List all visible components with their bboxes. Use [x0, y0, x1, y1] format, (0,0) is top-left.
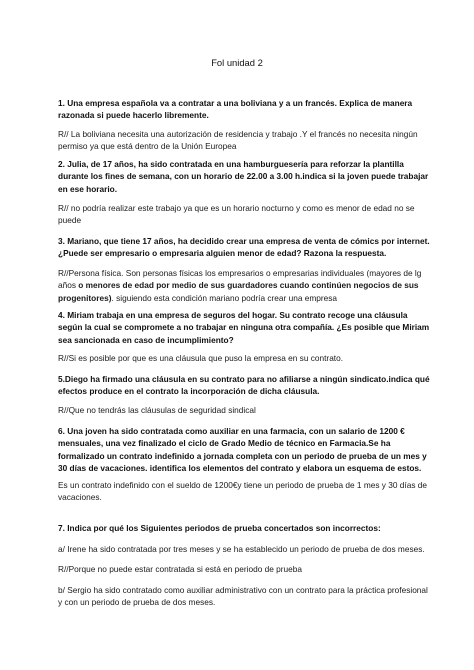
question-paragraph [58, 97, 420, 122]
text-line: Es un contrato indefinido con el sueldo de 1200€y tiene un periodo de prueba de 1 mes y 30 días de [58, 480, 428, 490]
answer-paragraph [58, 404, 420, 416]
text-line: 1. Una empresa española va a contratar a una boliviana y a un francés. Explica de manera [58, 98, 413, 108]
answer-paragraph [58, 128, 420, 153]
answer-paragraph [58, 267, 420, 304]
document-title: Fol unidad 2 [211, 57, 263, 68]
text-line: durante los fines de semana, con un horario de 22.00 a 3.00 h.indica si la joven puede trabajar [58, 171, 429, 182]
text-line: 3. Mariano, que tiene 17 años, ha decidido crear una empresa de venta de cómics por internet. [58, 236, 430, 246]
text-line: a/ Irene ha sido contratada por tres meses y se ha establecido un periodo de prueba de dos meses. [58, 544, 425, 554]
question-paragraph [58, 158, 429, 195]
text-line: años o menores de edad por medio de sus guardadores cuando continúen negocios de sus [58, 280, 419, 291]
text-line: permiso ya que está dentro de la Unión Europea [58, 141, 237, 152]
text-line: progenitores). siguiendo esta condición mariano podría crear una empresa [58, 292, 338, 303]
text-line: en ese horario. [58, 183, 118, 194]
answer-paragraph [58, 352, 420, 364]
text-line: 30 días de vacaciones. identifica los elementos del contrato y elabora un esquema de estos. [58, 462, 422, 473]
text-line: y con un periodo de prueba de dos meses. [58, 597, 216, 608]
text-line: R//Si es posible por que es una cláusula que puso la empresa en su contrato. [58, 353, 344, 363]
text-line: vacaciones. [58, 492, 102, 503]
question-paragraph [58, 425, 427, 474]
text-line: razonada si puede hacerlo libremente. [58, 110, 209, 121]
text-line: 2. Julia, de 17 años, ha sido contratada en una hamburguesería para reforzar la plantilla [58, 159, 404, 169]
question-paragraph [58, 309, 430, 346]
text-line: 7. Indica por qué los Siguientes periodos de prueba concertados son incorrectos: [58, 523, 381, 533]
text-line: R//Persona física. Son personas físicas los empresarios o empresarias individuales (mayores de lg [58, 268, 422, 278]
answer-paragraph [58, 584, 428, 609]
question-paragraph [58, 373, 430, 398]
text-line: sea sancionada en caso de incumplimiento? [58, 334, 234, 345]
text-line: ¿Puede ser empresario o empresaria alguien menor de edad? Razona la respuesta. [58, 248, 387, 259]
text-line: formalizado un contrato indefinido a jornada completa con un periodo de prueba de un mes y [58, 450, 427, 461]
text-line: b/ Sergio ha sido contratado como auxiliar administrativo con un contrato para la práctica profesional [58, 585, 428, 595]
answer-paragraph [58, 563, 420, 575]
answer-paragraph [58, 543, 425, 555]
text-line: R//Que no tendrás las cláusulas de seguridad sindical [58, 405, 256, 415]
text-line: mensuales, una vez finalizado el ciclo de Grado Medio de técnico en Farmacia.Se ha [58, 438, 391, 449]
text-line: 4. Miriam trabaja en una empresa de seguros del hogar. Su contrato recoge una cláusula [58, 310, 408, 320]
text-line: efectos produce en el contrato la incorporación de dicha cláusula. [58, 386, 320, 397]
question-paragraph [58, 522, 420, 534]
text-line: 6. Una joven ha sido contratada como auxiliar en una farmacia, con un salario de 1200 € [58, 426, 405, 436]
text-line: puede [58, 215, 82, 226]
answer-paragraph [58, 479, 428, 504]
text-line: R//Porque no puede estar contratada si está en periodo de prueba [58, 564, 303, 574]
text-line: R// no podría realizar este trabajo ya que es un horario nocturno y como es menor de edad no se [58, 203, 415, 213]
bold-text: progenitores) [58, 292, 112, 303]
text-line: 5.Diego ha firmado una cláusula en su contrato para no afiliarse a ningún sindicato.indica qué [58, 374, 430, 384]
text-line: según la cual se compromete a no trabajar en ninguna otra compañía. ¿Es posible que Miriam [58, 322, 430, 333]
text-line: R// La boliviana necesita una autorización de residencia y trabajo .Y el francés no necesita ningún [58, 129, 418, 139]
answer-paragraph [58, 202, 420, 227]
question-paragraph [58, 235, 430, 260]
bold-text: o menores de edad por medio de sus guardadores cuando continúen negocios de sus [78, 280, 419, 291]
